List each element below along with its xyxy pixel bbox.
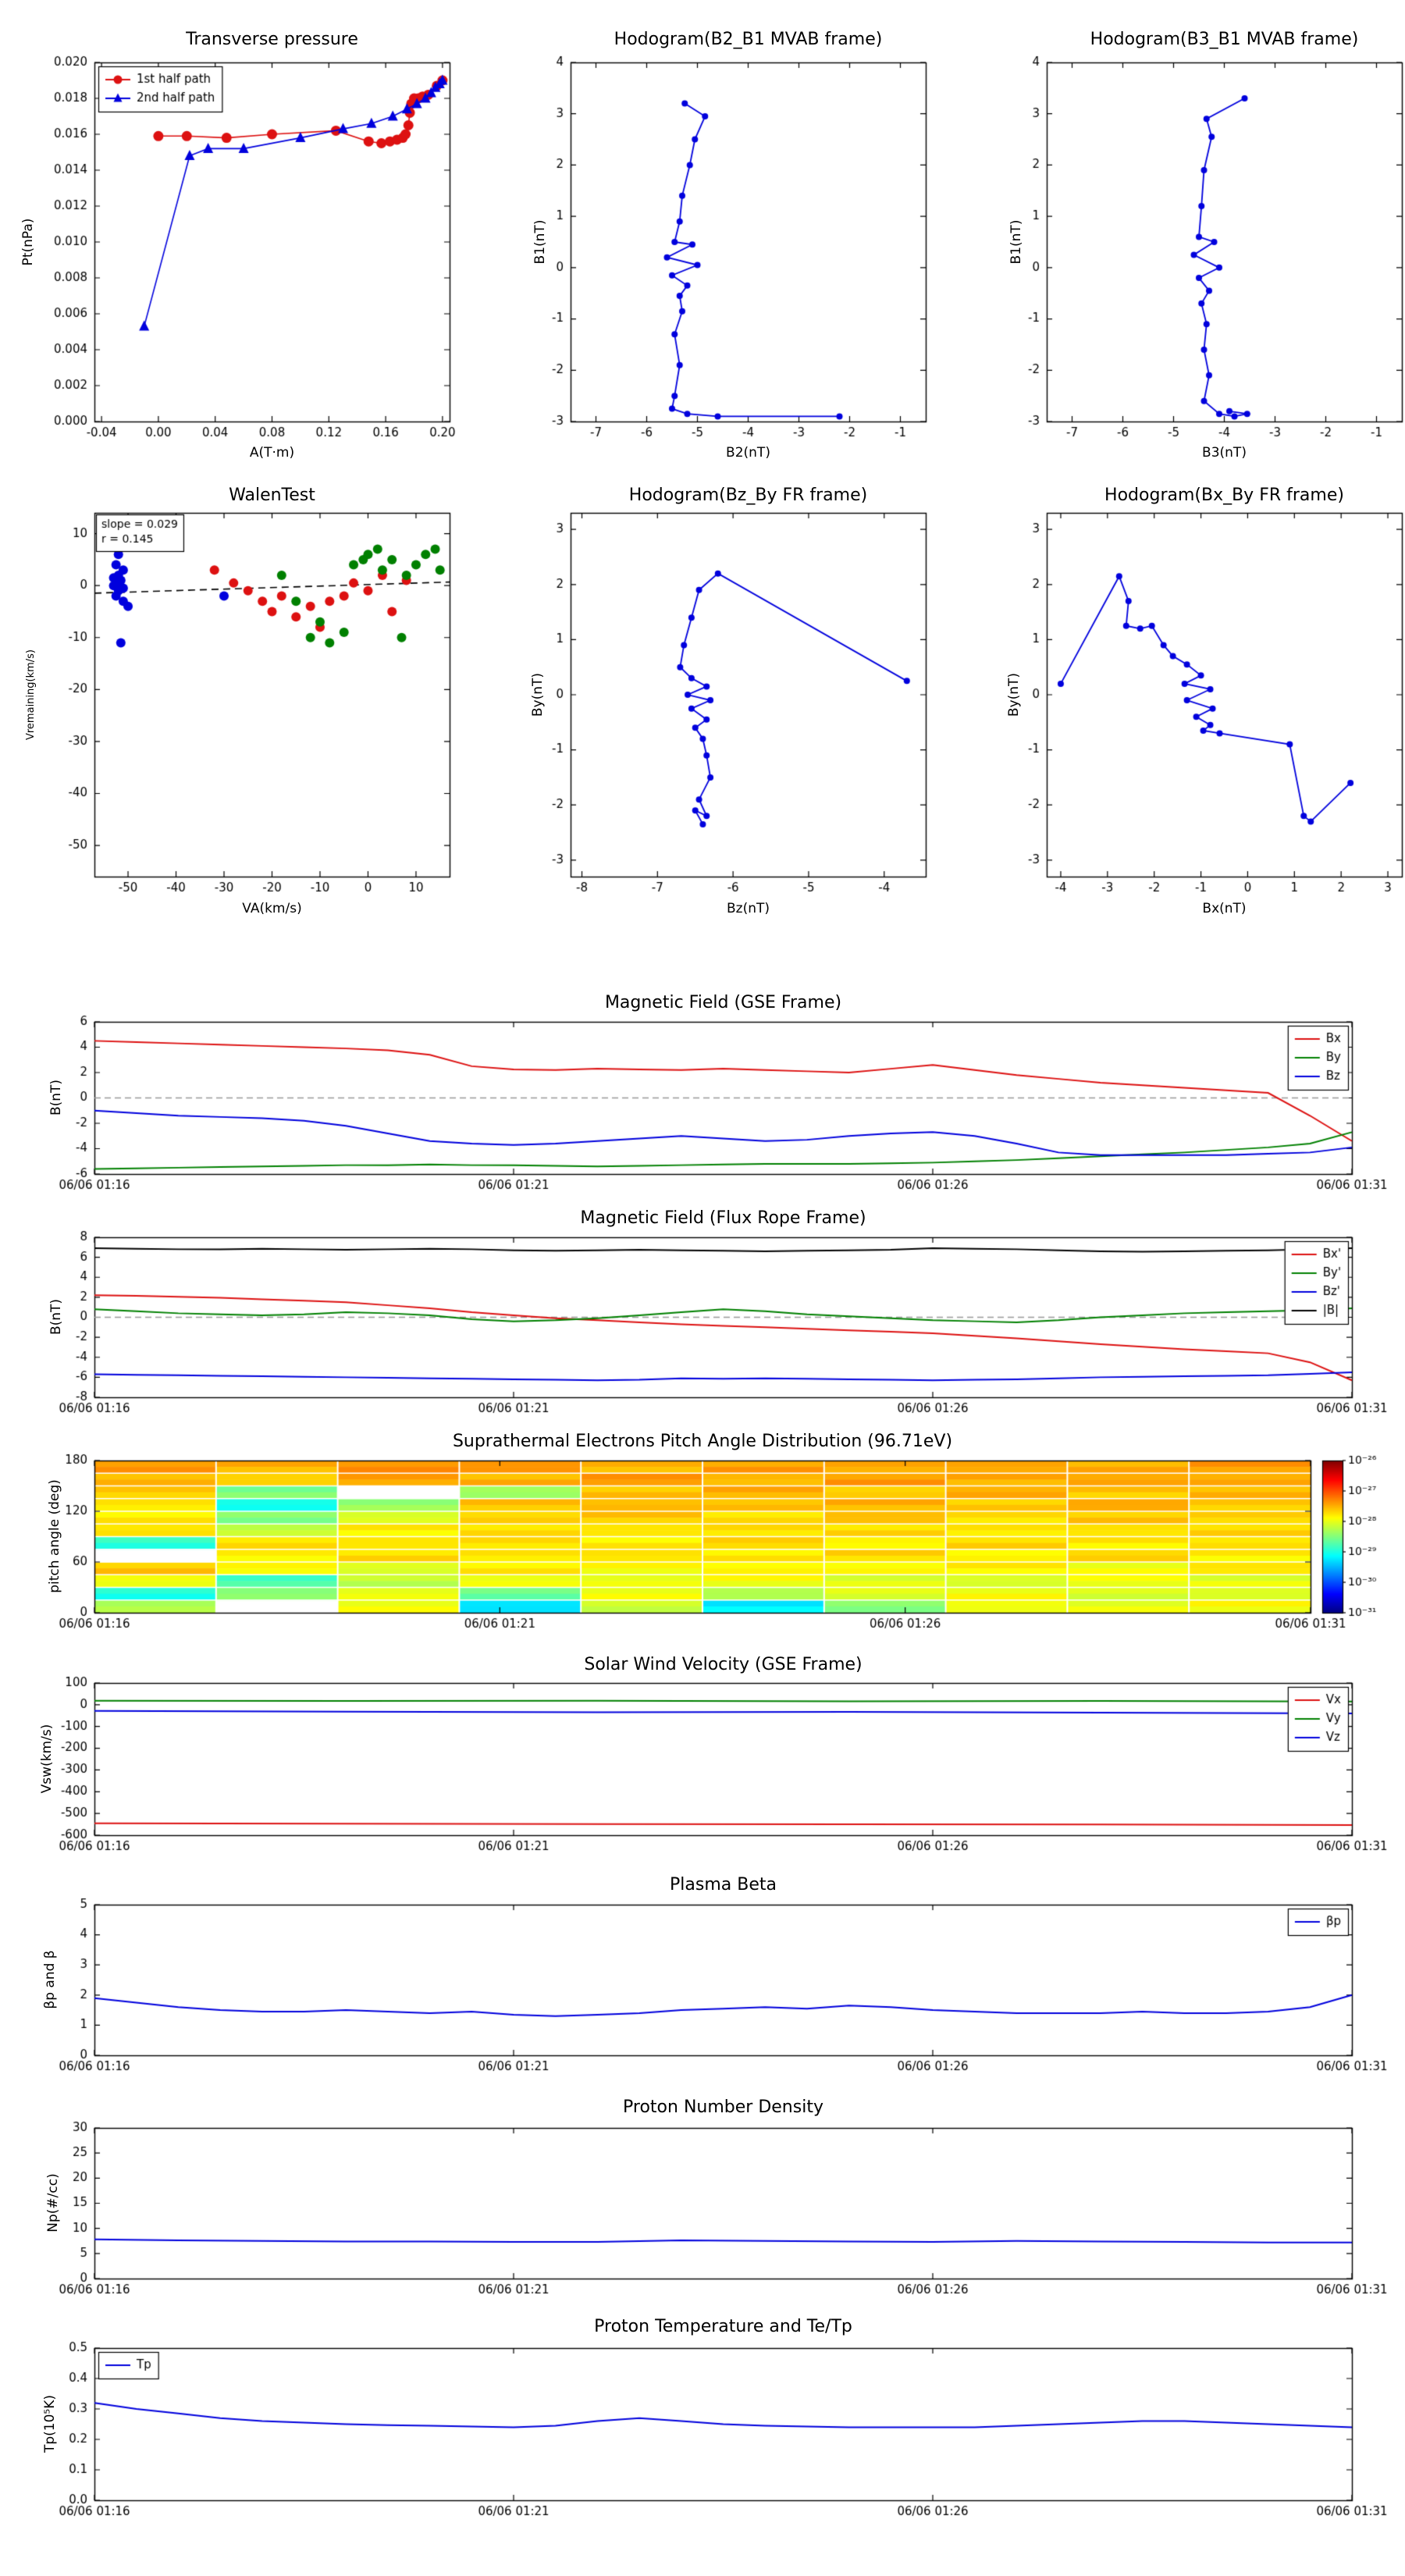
ylabel-hodogram-bz-by: By(nT) [530,672,546,717]
ylabel-hodogram-b2-b1: B1(nT) [532,219,548,265]
ylabel-vsw: Vsw(km/s) [39,1724,55,1794]
title-hodogram-b2-b1: Hodogram(B2_B1 MVAB frame) [614,30,883,49]
ylabel-mag-field-gse: B(nT) [48,1079,64,1116]
ylabel-transverse-pressure: Pt(nPa) [20,218,36,266]
title-walen-test: WalenTest [229,486,315,505]
title-tp: Proton Temperature and Te/Tp [594,2317,852,2336]
ylabel-tp: Tp(10⁵K) [42,2394,58,2453]
title-vsw: Solar Wind Velocity (GSE Frame) [584,1655,863,1674]
xlabel-walen-test: VA(km/s) [242,901,302,916]
xlabel-hodogram-bz-by: Bz(nT) [726,901,770,916]
ylabel-walen-test: Vremaining(km/s) [25,649,37,741]
title-beta: Plasma Beta [670,1875,777,1895]
xlabel-hodogram-b2-b1: B2(nT) [726,445,770,461]
title-transverse-pressure: Transverse pressure [186,30,358,49]
title-hodogram-bx-by: Hodogram(Bx_By FR frame) [1104,486,1344,505]
title-np: Proton Number Density [623,2097,823,2117]
title-mag-field-gse: Magnetic Field (GSE Frame) [604,993,842,1012]
xlabel-transverse-pressure: A(T·m) [249,445,295,461]
ylabel-np: Np(#/cc) [45,2173,61,2233]
title-pad: Suprathermal Electrons Pitch Angle Distribution (96.71eV) [452,1432,953,1451]
ylabel-hodogram-bx-by: By(nT) [1006,672,1022,717]
title-hodogram-b3-b1: Hodogram(B3_B1 MVAB frame) [1090,30,1359,49]
ylabel-beta: βp and β [42,1950,58,2009]
xlabel-hodogram-b3-b1: B3(nT) [1202,445,1247,461]
ylabel-pad: pitch angle (deg) [47,1479,62,1593]
title-mag-field-fr: Magnetic Field (Flux Rope Frame) [580,1208,866,1228]
ylabel-hodogram-b3-b1: B1(nT) [1008,219,1024,265]
ylabel-mag-field-fr: B(nT) [48,1298,64,1336]
xlabel-hodogram-bx-by: Bx(nT) [1202,901,1247,916]
title-hodogram-bz-by: Hodogram(Bz_By FR frame) [628,486,868,505]
